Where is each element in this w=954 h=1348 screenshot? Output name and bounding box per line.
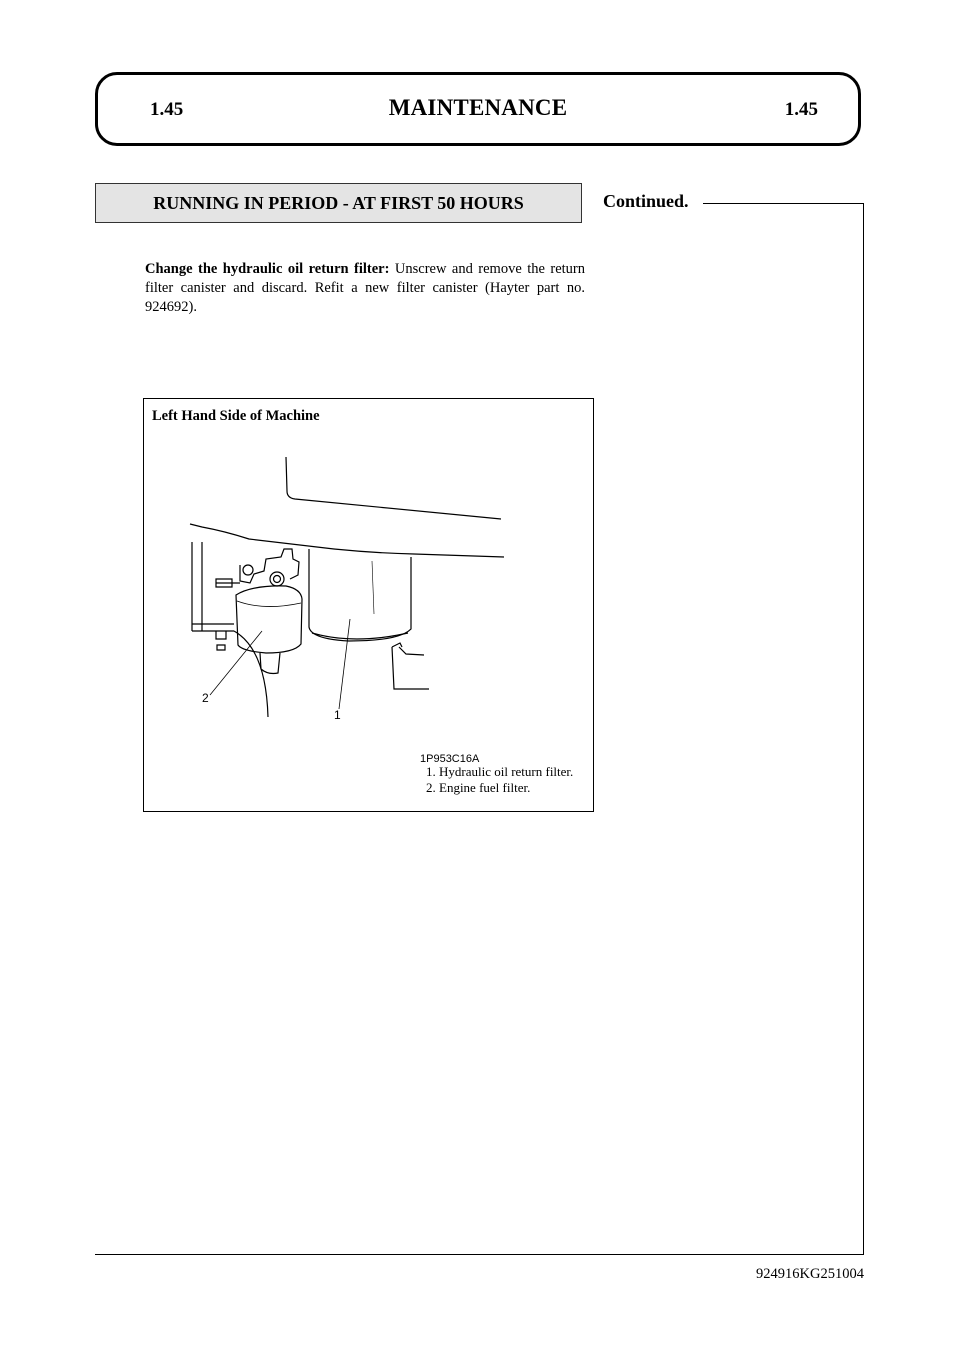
divider-top [703, 203, 864, 204]
callout-1: 1 [334, 708, 341, 722]
section-heading: RUNNING IN PERIOD - AT FIRST 50 HOURS [95, 183, 582, 223]
figure-box [143, 398, 594, 812]
instruction-lead: Change the hydraulic oil return filter: [145, 261, 390, 277]
instruction-paragraph [145, 260, 585, 317]
header-box [95, 72, 861, 146]
continued-label: Continued. [603, 191, 689, 211]
page-title: MAINTENANCE [388, 95, 568, 120]
section-number-right: 1.45 [784, 99, 818, 120]
figure-legend [426, 764, 573, 796]
divider-right [863, 203, 864, 1255]
section-number-left: 1.45 [150, 99, 184, 120]
legend-item: 1. Hydraulic oil return filter. [426, 764, 574, 779]
document-code: 924916KG251004 [756, 1266, 864, 1282]
divider-bottom [95, 1254, 864, 1255]
legend-item: 2. Engine fuel filter. [426, 780, 531, 795]
figure-title: Left Hand Side of Machine [152, 408, 320, 424]
instruction-text: Unscrew and remove the return filter canister and discard. Refit a new filter canister (Hayter part no. 924692). [145, 261, 585, 315]
callout-2: 2 [202, 691, 209, 705]
image-code: 1P953C16A [420, 753, 480, 765]
filter-illustration [144, 399, 595, 813]
